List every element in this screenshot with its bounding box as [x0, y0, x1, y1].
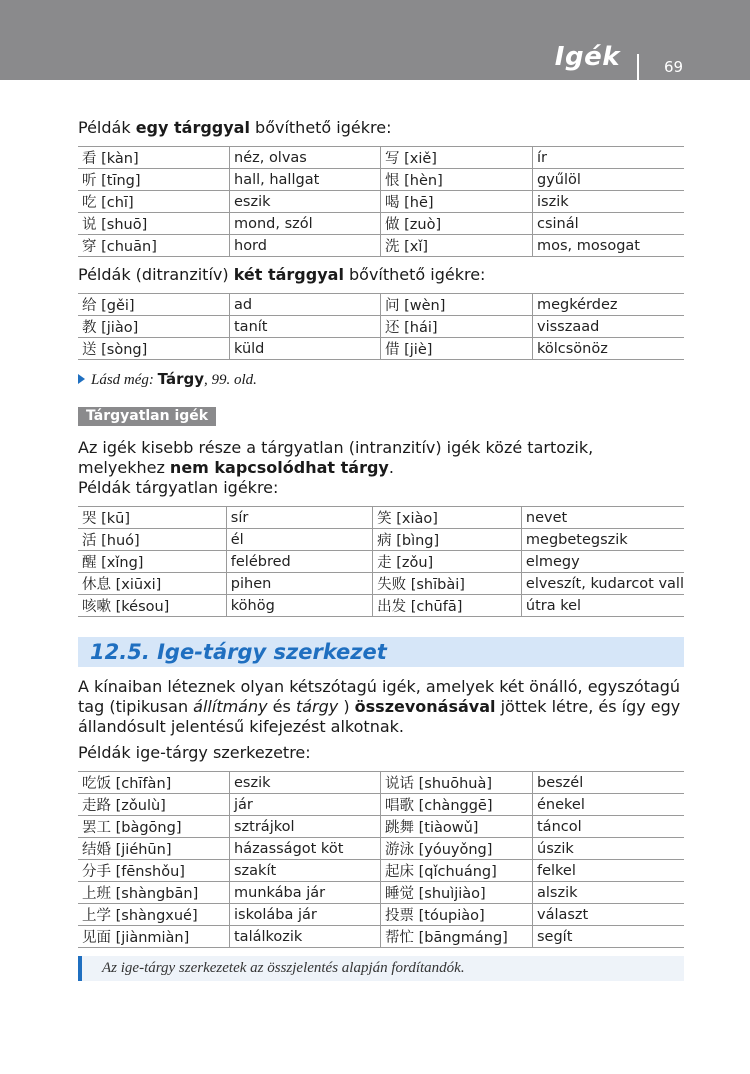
meaning-cell: pihen — [226, 573, 372, 595]
meaning-cell: elmegy — [521, 551, 684, 573]
meaning-cell: csinál — [533, 213, 685, 235]
chinese-verb-cell: 看 [kàn] — [78, 147, 230, 169]
meaning-cell: néz, olvas — [230, 147, 381, 169]
intransitive-paragraph: Az igék kisebb része a tárgyatlan (intranzitív) igék közé tartozik, melyekhez nem kapcsolódhat tárgy. — [78, 438, 594, 477]
meaning-cell: kölcsönöz — [533, 338, 685, 360]
table-row — [78, 551, 684, 573]
verb-table-one-object — [78, 146, 684, 257]
arrow-right-icon — [78, 374, 85, 384]
table-row — [78, 794, 684, 816]
meaning-cell: házasságot köt — [230, 838, 381, 860]
meaning-cell: megbetegszik — [521, 529, 684, 551]
meaning-cell: munkába jár — [230, 882, 381, 904]
chinese-verb-cell: 写 [xiě] — [381, 147, 533, 169]
meaning-cell: választ — [533, 904, 685, 926]
meaning-cell: sztrájkol — [230, 816, 381, 838]
table-row — [78, 169, 684, 191]
chinese-verb-cell: 教 [jiào] — [78, 316, 230, 338]
chinese-verb-cell: 投票 [tóupiào] — [381, 904, 533, 926]
meaning-cell: sír — [226, 507, 372, 529]
meaning-cell: táncol — [533, 816, 685, 838]
table-row — [78, 904, 684, 926]
chinese-verb-cell: 跳舞 [tiàowǔ] — [381, 816, 533, 838]
meaning-cell: nevet — [521, 507, 684, 529]
chinese-verb-cell: 送 [sòng] — [78, 338, 230, 360]
chinese-verb-cell: 起床 [qǐchuáng] — [381, 860, 533, 882]
meaning-cell: köhög — [226, 595, 372, 617]
chinese-verb-cell: 恨 [hèn] — [381, 169, 533, 191]
verb-table-verb-object — [78, 771, 684, 948]
table-row — [78, 235, 684, 257]
chinese-verb-cell: 上班 [shàngbān] — [78, 882, 230, 904]
subheading-intransitive: Tárgyatlan igék — [78, 407, 216, 426]
chinese-verb-cell: 帮忙 [bāngmáng] — [381, 926, 533, 948]
table-row — [78, 838, 684, 860]
meaning-cell: szakít — [230, 860, 381, 882]
table-row — [78, 816, 684, 838]
meaning-cell: elveszít, kudarcot vall — [521, 573, 684, 595]
table-row — [78, 294, 684, 316]
page-number: 69 — [664, 58, 684, 76]
table-row — [78, 338, 684, 360]
meaning-cell: tanít — [230, 316, 381, 338]
chinese-verb-cell: 说话 [shuōhuà] — [381, 772, 533, 794]
chinese-verb-cell: 上学 [shàngxué] — [78, 904, 230, 926]
meaning-cell: ad — [230, 294, 381, 316]
chinese-verb-cell: 问 [wèn] — [381, 294, 533, 316]
meaning-cell: mos, mosogat — [533, 235, 685, 257]
meaning-cell: gyűlöl — [533, 169, 685, 191]
meaning-cell: megkérdez — [533, 294, 685, 316]
chinese-verb-cell: 睡觉 [shuìjiào] — [381, 882, 533, 904]
meaning-cell: visszaad — [533, 316, 685, 338]
chinese-verb-cell: 出发 [chūfā] — [373, 595, 522, 617]
meaning-cell: felébred — [226, 551, 372, 573]
meaning-cell: találkozik — [230, 926, 381, 948]
table-row — [78, 191, 684, 213]
see-also-reference[interactable]: Lásd még: Tárgy, 99. old. — [78, 370, 684, 389]
chinese-verb-cell: 失败 [shībài] — [373, 573, 522, 595]
meaning-cell: alszik — [533, 882, 685, 904]
chapter-title: Igék — [554, 42, 620, 72]
chinese-verb-cell: 休息 [xiūxi] — [78, 573, 226, 595]
page-header — [0, 0, 750, 80]
table-row — [78, 316, 684, 338]
chinese-verb-cell: 吃饭 [chīfàn] — [78, 772, 230, 794]
chinese-verb-cell: 给 [gěi] — [78, 294, 230, 316]
verb-table-two-objects — [78, 293, 684, 360]
meaning-cell: küld — [230, 338, 381, 360]
meaning-cell: él — [226, 529, 372, 551]
chinese-verb-cell: 做 [zuò] — [381, 213, 533, 235]
intro-intransitive: Példák tárgyatlan igékre: — [78, 478, 279, 497]
chinese-verb-cell: 醒 [xǐng] — [78, 551, 226, 573]
note-box: Az ige-tárgy szerkezetek az összjelentés alapján fordítandók. — [78, 956, 684, 981]
chinese-verb-cell: 见面 [jiànmiàn] — [78, 926, 230, 948]
table-row — [78, 573, 684, 595]
table-row — [78, 507, 684, 529]
meaning-cell: ír — [533, 147, 685, 169]
chinese-verb-cell: 听 [tīng] — [78, 169, 230, 191]
table-row — [78, 529, 684, 551]
verb-table-intransitive — [78, 506, 684, 617]
chinese-verb-cell: 走 [zǒu] — [373, 551, 522, 573]
chinese-verb-cell: 喝 [hē] — [381, 191, 533, 213]
chinese-verb-cell: 走路 [zǒulù] — [78, 794, 230, 816]
page-content — [78, 118, 684, 981]
chinese-verb-cell: 还 [hái] — [381, 316, 533, 338]
chinese-verb-cell: 分手 [fēnshǒu] — [78, 860, 230, 882]
meaning-cell: hord — [230, 235, 381, 257]
header-separator — [637, 54, 639, 80]
intro-verb-object: Példák ige-tárgy szerkezetre: — [78, 743, 311, 762]
table-row — [78, 595, 684, 617]
chinese-verb-cell: 罢工 [bàgōng] — [78, 816, 230, 838]
chinese-verb-cell: 唱歌 [chànggē] — [381, 794, 533, 816]
chinese-verb-cell: 穿 [chuān] — [78, 235, 230, 257]
chinese-verb-cell: 吃 [chī] — [78, 191, 230, 213]
intro-one-object: Példák egy tárggyal bővíthető igékre: — [78, 118, 392, 137]
chinese-verb-cell: 病 [bìng] — [373, 529, 522, 551]
meaning-cell: beszél — [533, 772, 685, 794]
table-row — [78, 882, 684, 904]
section-heading: 12.5. Ige-tárgy szerkezet — [78, 637, 684, 667]
chinese-verb-cell: 咳嗽 [késou] — [78, 595, 226, 617]
meaning-cell: segít — [533, 926, 685, 948]
meaning-cell: eszik — [230, 772, 381, 794]
meaning-cell: énekel — [533, 794, 685, 816]
chinese-verb-cell: 结婚 [jiéhūn] — [78, 838, 230, 860]
intro-two-objects: Példák (ditranzitív) két tárggyal bővíthető igékre: — [78, 265, 486, 284]
table-row — [78, 772, 684, 794]
chinese-verb-cell: 借 [jiè] — [381, 338, 533, 360]
chinese-verb-cell: 洗 [xǐ] — [381, 235, 533, 257]
meaning-cell: iskolába jár — [230, 904, 381, 926]
table-row — [78, 926, 684, 948]
meaning-cell: hall, hallgat — [230, 169, 381, 191]
chinese-verb-cell: 活 [huó] — [78, 529, 226, 551]
table-row — [78, 147, 684, 169]
table-row — [78, 860, 684, 882]
meaning-cell: útra kel — [521, 595, 684, 617]
chinese-verb-cell: 笑 [xiào] — [373, 507, 522, 529]
verb-object-paragraph: A kínaiban léteznek olyan kétszótagú igék, amelyek két önálló, egyszótagú tag (tipikusan állítmány és tárgy ) összevonásával jöttek létre, és így egy állandósult jelentésű kifejezést alkotnak. — [78, 677, 681, 736]
meaning-cell: iszik — [533, 191, 685, 213]
meaning-cell: úszik — [533, 838, 685, 860]
chinese-verb-cell: 游泳 [yóuyǒng] — [381, 838, 533, 860]
meaning-cell: jár — [230, 794, 381, 816]
table-row — [78, 213, 684, 235]
meaning-cell: eszik — [230, 191, 381, 213]
meaning-cell: mond, szól — [230, 213, 381, 235]
chinese-verb-cell: 说 [shuō] — [78, 213, 230, 235]
meaning-cell: felkel — [533, 860, 685, 882]
chinese-verb-cell: 哭 [kū] — [78, 507, 226, 529]
